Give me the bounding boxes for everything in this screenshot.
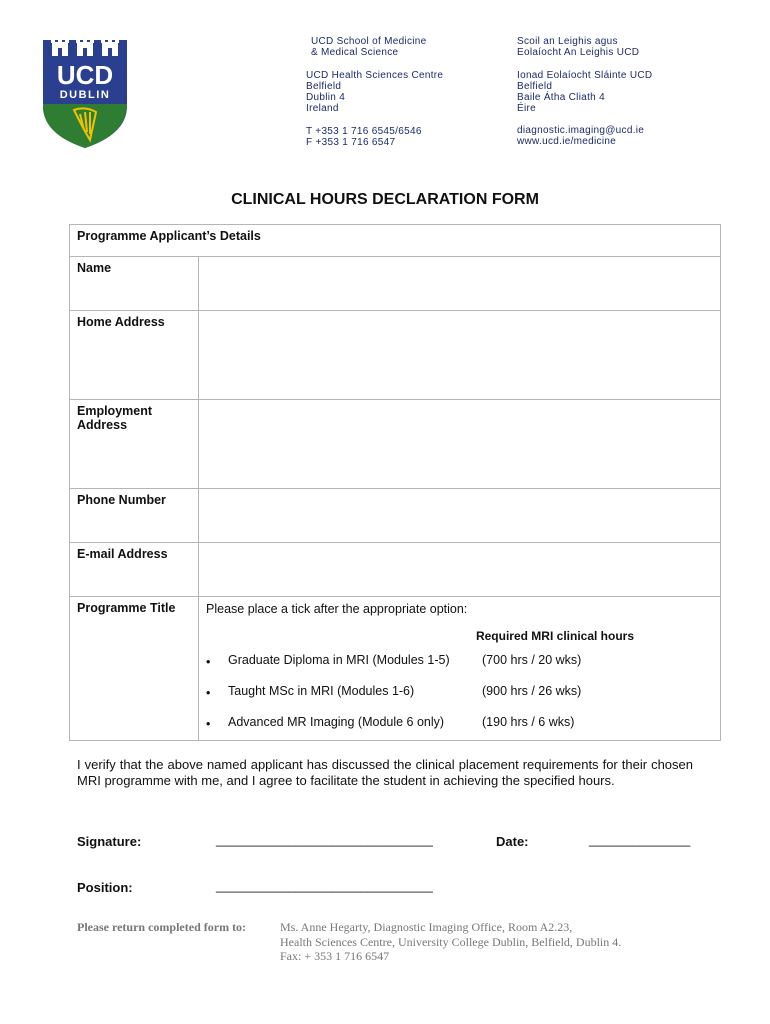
- ucd-logo: [40, 22, 130, 150]
- option-name: Taught MSc in MRI (Modules 1-6): [228, 684, 415, 698]
- applicant-details-table: [69, 224, 721, 741]
- school-name-ga: Scoil an Leighis agus Eolaíocht An Leighis UCD: [517, 36, 640, 58]
- address-en: UCD Health Sciences Centre Belfield Dublin 4 Ireland: [306, 70, 444, 114]
- position-line[interactable]: ______________________________: [216, 878, 433, 893]
- verification-statement: I verify that the above named applicant has discussed the clinical placement requirements for their chosen MRI programme with me, and I agree to facilitate the student in achieving the specified hours.: [77, 757, 693, 788]
- position-label: Position:: [77, 880, 133, 895]
- date-label: Date:: [496, 834, 529, 849]
- required-hours-header: Required MRI clinical hours: [475, 629, 634, 643]
- option-hours: (190 hrs / 6 wks): [482, 715, 575, 729]
- option-hours: (700 hrs / 20 wks): [482, 653, 582, 667]
- bullet-icon: •: [206, 717, 211, 731]
- programme-options-cell: [199, 597, 721, 741]
- logo-text-dublin: DUBLIN: [59, 89, 111, 101]
- option-row[interactable]: [206, 705, 713, 736]
- home-address-label: Home Address: [70, 311, 199, 400]
- signature-label: Signature:: [77, 834, 142, 849]
- option-row[interactable]: [206, 643, 713, 674]
- address-ga: Ionad Eolaíocht Sláinte UCD Belfield Baile Átha Cliath 4 Éire: [517, 70, 653, 114]
- website-link[interactable]: www.ucd.ie/medicine: [517, 136, 617, 147]
- option-hours: (900 hrs / 26 wks): [482, 684, 582, 698]
- section-header: Programme Applicant’s Details: [70, 225, 721, 257]
- employment-address-field[interactable]: [199, 400, 721, 489]
- option-row[interactable]: [206, 674, 713, 705]
- programme-instruction: Please place a tick after the appropriate option:: [206, 602, 468, 616]
- email-field[interactable]: [199, 543, 721, 597]
- return-label: Please return completed form to:: [77, 920, 247, 934]
- signature-line[interactable]: ______________________________: [216, 832, 433, 847]
- phone-label: Phone Number: [70, 489, 199, 543]
- name-field[interactable]: [199, 257, 721, 311]
- bullet-icon: •: [206, 686, 211, 700]
- employment-address-label: Employment Address: [70, 400, 199, 489]
- date-line[interactable]: ______________: [589, 832, 691, 847]
- form-title: CLINICAL HOURS DECLARATION FORM: [231, 191, 539, 208]
- logo-text-ucd: UCD: [56, 60, 114, 90]
- school-name-en: UCD School of Medicine & Medical Science: [311, 36, 427, 58]
- home-address-field[interactable]: [199, 311, 721, 400]
- programme-title-label: Programme Title: [70, 597, 199, 741]
- email-link[interactable]: diagnostic.imaging@ucd.ie: [517, 125, 645, 136]
- option-name: Graduate Diploma in MRI (Modules 1-5): [228, 653, 450, 667]
- email-label: E-mail Address: [70, 543, 199, 597]
- return-address: Ms. Anne Hegarty, Diagnostic Imaging Office, Room A2.23, Health Sciences Centre, University College Dublin, Belfield, Dublin 4. Fax: + 353 1 716 6547: [280, 920, 622, 963]
- bullet-icon: •: [206, 655, 211, 669]
- name-label: Name: [70, 257, 199, 311]
- contact-en: T +353 1 716 6545/6546 F +353 1 716 6547: [306, 126, 422, 148]
- contact-web: [517, 125, 644, 147]
- option-name: Advanced MR Imaging (Module 6 only): [228, 715, 445, 729]
- phone-field[interactable]: [199, 489, 721, 543]
